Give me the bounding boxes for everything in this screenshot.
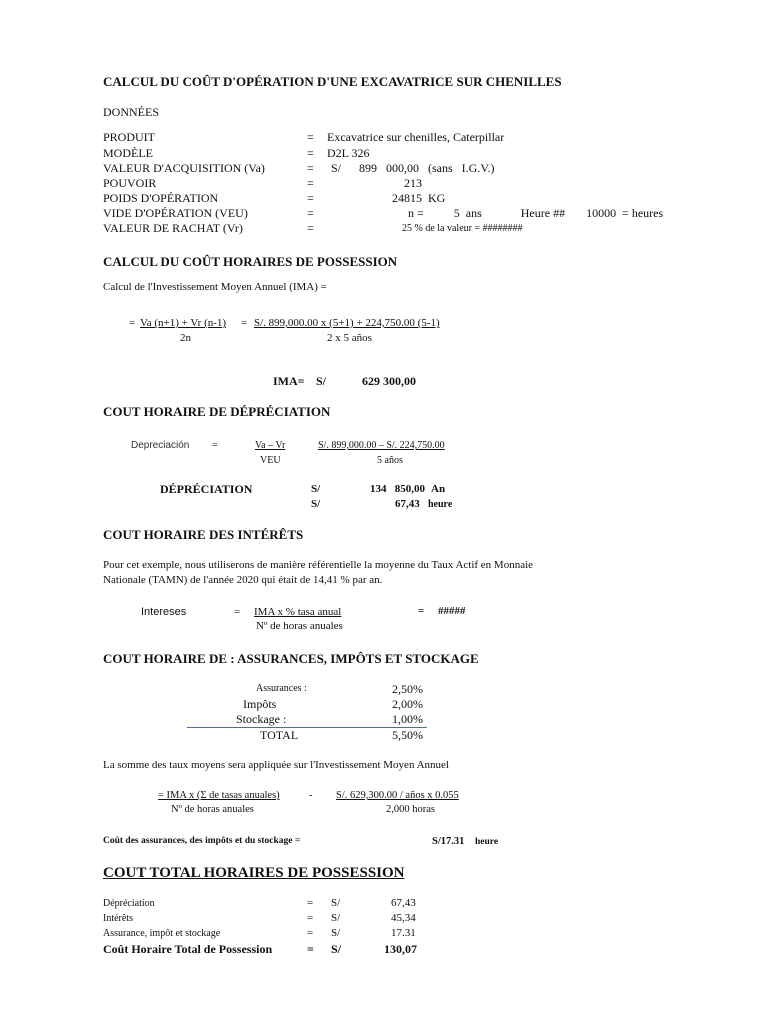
total-row-value: 5,50%: [392, 728, 423, 742]
depreciation-result-label: DÉPRÉCIATION: [160, 482, 253, 496]
row-value-vide-operation: n = 5 ans Heure ## 10000 = heures: [408, 206, 664, 220]
depreciation-formula-label: Depreciación: [131, 440, 190, 451]
heading-depreciation: COUT HORAIRE DE DÉPRÉCIATION: [103, 404, 331, 419]
row-eq: =: [307, 146, 314, 160]
depreciation-formula-denominator-values: 5 años: [377, 455, 403, 466]
total-row-currency: S/: [331, 927, 341, 939]
total-row-interets-label: Intérêts: [103, 913, 133, 924]
ima-intro: Calcul de l'Investissement Moyen Annuel (IMA) =: [103, 281, 327, 293]
stockage-row-value: 1,00%: [392, 712, 423, 726]
interets-formula-denominator: Nº de horas anuales: [256, 620, 343, 632]
row-value-produit: Excavatrice sur chenilles, Caterpillar: [327, 130, 505, 144]
row-value-pouvoir: 213: [404, 176, 422, 190]
interets-formula-eq: =: [234, 606, 241, 618]
ima-formula-eq2: =: [241, 317, 248, 329]
assurances-cost-label: Coût des assurances, des impôts et du stockage =: [103, 836, 301, 846]
total-row-interets-value: 45,34: [391, 912, 416, 924]
total-row-assurance-value: 17.31: [391, 927, 416, 939]
row-label-valeur-rachat: VALEUR DE RACHAT (Vr): [103, 221, 243, 235]
depreciation-annual-currency: S/: [311, 483, 321, 495]
total-row-eq: =: [307, 912, 314, 924]
row-label-poids: POIDS D'OPÉRATION: [103, 191, 219, 205]
row-eq: =: [307, 221, 314, 235]
row-value-valeur-acquisition: S/ 899 000,00 (sans I.G.V.): [331, 161, 495, 175]
impots-row-label: Impôts: [243, 697, 277, 711]
assurances-formula-dash: -: [309, 790, 313, 801]
total-row-eq: =: [307, 927, 314, 939]
depreciation-formula-numerator: Va – Vr: [255, 440, 286, 451]
depreciation-hourly-currency: S/: [311, 498, 321, 510]
total-final-eq: =: [307, 942, 314, 956]
row-eq: =: [307, 176, 314, 190]
depreciation-formula-eq: =: [212, 440, 218, 451]
assurances-cost-value: S/17.31: [432, 836, 465, 847]
row-label-modele: MODÈLE: [103, 146, 153, 160]
heading-interets: COUT HORAIRE DES INTÉRÊTS: [103, 527, 304, 542]
total-final-label: Coût Horaire Total de Possession: [103, 942, 273, 956]
assurances-formula-denominator: Nº de horas anuales: [171, 804, 254, 815]
interets-paragraph-line2: Nationale (TAMN) de l'année 2020 qui était de 14,41 % par an.: [103, 574, 383, 586]
depreciation-hourly-unit: heure: [428, 499, 453, 510]
depreciation-annual-unit: An: [431, 483, 446, 495]
stockage-row-label: Stockage :: [236, 712, 287, 726]
ima-formula-denominator: 2n: [180, 332, 191, 344]
assurances-row-value: 2,50%: [392, 682, 423, 696]
depreciation-hourly-value: 67,43: [395, 498, 420, 510]
interets-formula-label: Intereses: [141, 606, 187, 618]
total-row-currency: S/: [331, 897, 341, 909]
total-row-eq: =: [307, 897, 314, 909]
total-row-assurance-label: Assurance, impôt et stockage: [103, 928, 221, 939]
total-final-currency: S/: [331, 942, 342, 956]
donnees-label: DONNÉES: [103, 105, 159, 119]
row-eq: =: [307, 206, 314, 220]
row-value-modele: D2L 326: [327, 146, 370, 160]
interets-formula-numerator: IMA x % tasa anual: [254, 606, 342, 618]
ima-formula-numerator-values: S/. 899,000.00 x (5+1) + 224,750.00 (5-1): [254, 317, 440, 329]
sum-explanation: La somme des taux moyens sera appliquée sur l'Investissement Moyen Annuel: [103, 759, 449, 771]
total-row-depreciation-value: 67,43: [391, 897, 416, 909]
total-row-currency: S/: [331, 912, 341, 924]
row-label-valeur-acquisition: VALEUR D'ACQUISITION (Va): [103, 161, 265, 175]
assurances-cost-unit: heure: [475, 837, 499, 847]
total-row-label: TOTAL: [260, 728, 299, 742]
row-eq: =: [307, 130, 314, 144]
row-eq: =: [307, 161, 314, 175]
interets-result-value: #####: [438, 605, 466, 617]
total-row-depreciation-label: Dépréciation: [103, 898, 155, 909]
impots-row-value: 2,00%: [392, 697, 423, 711]
heading-total-possession: COUT TOTAL HORAIRES DE POSSESSION: [103, 865, 405, 881]
depreciation-formula-numerator-values: S/. 899,000.00 – S/. 224,750.00: [318, 440, 445, 451]
ima-formula-eq: =: [129, 317, 136, 329]
ima-formula-denominator-values: 2 x 5 años: [327, 332, 372, 344]
row-value-valeur-rachat: 25 % de la valeur = ########: [402, 223, 523, 234]
assurances-formula-numerator: = IMA x (Σ de tasas anuales): [158, 790, 280, 801]
interets-result-eq: =: [418, 605, 425, 617]
row-label-produit: PRODUIT: [103, 130, 156, 144]
interets-paragraph-line1: Pour cet exemple, nous utiliserons de manière référentielle la moyenne du Taux Actif en Monnaie: [103, 559, 534, 571]
depreciation-annual-value: 134 850,00: [370, 483, 425, 495]
assurances-formula-denominator-values: 2,000 horas: [386, 804, 435, 815]
depreciation-formula-denominator: VEU: [260, 455, 281, 466]
row-label-pouvoir: POUVOIR: [103, 176, 157, 190]
ima-result-currency: S/: [316, 374, 327, 388]
ima-result-label: IMA=: [273, 374, 305, 388]
heading-assurances: COUT HORAIRE DE : ASSURANCES, IMPÔTS ET STOCKAGE: [103, 651, 479, 666]
row-value-poids: 24815 KG: [392, 191, 446, 205]
total-final-value: 130,07: [384, 942, 417, 956]
ima-formula-numerator: Va (n+1) + Vr (n-1): [140, 317, 227, 329]
ima-result-value: 629 300,00: [362, 374, 416, 388]
row-label-vide-operation: VIDE D'OPÉRATION (VEU): [103, 206, 248, 220]
total-separator-line: [187, 727, 427, 728]
document-title: CALCUL DU COÛT D'OPÉRATION D'UNE EXCAVATRICE SUR CHENILLES: [103, 74, 562, 89]
assurances-row-label: Assurances :: [256, 683, 307, 694]
heading-possession: CALCUL DU COÛT HORAIRES DE POSSESSION: [103, 254, 398, 269]
assurances-formula-numerator-values: S/. 629,300.00 / años x 0.055: [336, 790, 459, 801]
row-eq: =: [307, 191, 314, 205]
